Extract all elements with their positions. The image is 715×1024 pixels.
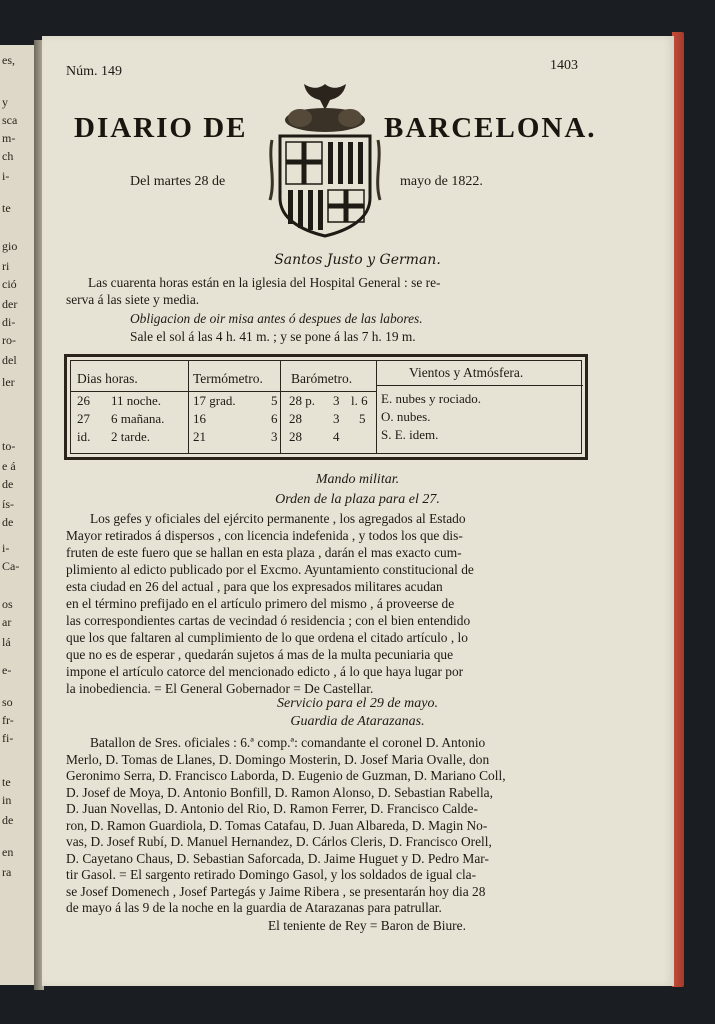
facing-page-fragment: m- <box>2 131 16 145</box>
guard-line: Geronimo Serra, D. Francisco Laborda, D. Eugenio de Guzman, D. Mariano Coll, <box>66 768 506 783</box>
guard-line: tir Gasol. = El sargento retirado Domingo Gasol, y los soldados de igual cla- <box>66 867 477 882</box>
weather-header-rule <box>71 391 377 392</box>
masthead-right: BARCELONA. <box>384 112 597 144</box>
facing-page-fragment: gio <box>2 239 18 253</box>
guard-line: vas, D. Josef Rubí, D. Manuel Hernandez, D. Cárlos Cleris, D. Francisco Orell, <box>66 834 492 849</box>
coat-of-arms-icon <box>266 80 384 240</box>
order-line: la inobediencia. = El General Gobernador = De Castellar. <box>66 681 374 696</box>
facing-page-fragment: de <box>2 813 14 827</box>
weather-hour: 6 mañana. <box>111 411 165 426</box>
facing-page-fragment: en <box>2 845 14 859</box>
service-heading: Servicio para el 29 de mayo. <box>277 696 438 711</box>
facing-page-fragment: e- <box>2 663 12 677</box>
weather-baro-points: l. 6 <box>351 393 368 408</box>
facing-page-fragment: i- <box>2 541 10 555</box>
facing-page-fragment: der <box>2 297 18 311</box>
weather-header: Dias horas. <box>77 371 138 386</box>
guard-line: D. Juan Novellas, D. Antonio del Rio, D. Ramon Ferrer, D. Francisco Calde- <box>66 801 478 816</box>
order-line: en el término prefijado en el artículo primero del mismo , á proveerse de <box>66 596 455 611</box>
facing-page-fragment: in <box>2 793 12 807</box>
weather-day: id. <box>77 429 91 444</box>
weather-thermo-minor: 6 <box>271 411 278 426</box>
facing-page-fragment: fi- <box>2 731 14 745</box>
masthead-left: DIARIO DE <box>74 112 248 144</box>
order-line: que no es de esperar , quedarán sujetos á mas de la multa pecuniaria que <box>66 647 454 662</box>
weather-thermo-minor: 5 <box>271 393 278 408</box>
order-line: plimiento al edicto publicado por el Excmo. Ayuntamiento constitucional de <box>66 562 474 577</box>
guard-line: Merlo, D. Tomas de Llanes, D. Domingo Mosterin, D. Josef Maria Ovalle, don <box>66 751 490 767</box>
weather-baro: 28 <box>289 429 302 444</box>
intro-line: serva á las siete y media. <box>66 292 200 307</box>
weather-hour: 11 noche. <box>111 393 162 408</box>
weather-thermo: 17 grad. <box>193 393 236 408</box>
date-right: mayo de 1822. <box>400 174 483 189</box>
guard-line: D. Cayetano Chaus, D. Sebastian Saforcada, D. Jaime Huguet y D. Pedro Mar- <box>66 850 489 866</box>
order-line: las correspondientes cartas de vecindad ó residencia ; con el bien entendido <box>66 613 471 628</box>
facing-page-fragment: e á <box>2 459 16 473</box>
guard-line: de mayo á las 9 de la noche en la guardia de Atarazanas para patrullar. <box>66 900 442 915</box>
weather-table <box>64 354 588 460</box>
facing-page <box>0 45 36 985</box>
facing-page-fragment: lá <box>2 635 11 649</box>
facing-page-fragment: ri <box>2 259 10 273</box>
weather-baro: 28 <box>289 411 302 426</box>
facing-page-fragment: y <box>2 95 8 109</box>
issue-number: Núm. 149 <box>66 64 122 79</box>
weather-header: Barómetro. <box>291 371 353 386</box>
weather-wind: S. E. idem. <box>381 427 439 442</box>
weather-baro-points: 5 <box>359 411 366 426</box>
facing-page-fragment: de <box>2 477 14 491</box>
facing-page-fragment: ar <box>2 615 12 629</box>
order-line: esta ciudad en 26 del actual , para que los expresados militares acudan <box>66 579 443 594</box>
intro-line: Sale el sol á las 4 h. 41 m. ; y se pone á las 7 h. 19 m. <box>130 329 416 344</box>
facing-page-fragment: Ca- <box>2 559 20 573</box>
intro-line: Obligacion de oir misa antes ó despues de las labores. <box>130 311 423 326</box>
intro-line: Las cuarenta horas están en la iglesia del Hospital General : se re- <box>88 275 441 290</box>
facing-page-fragment: sca <box>2 113 18 127</box>
order-line: impone el artículo catorce del mencionado edicto , á lo que haya lugar por <box>66 664 464 679</box>
facing-page-fragment: di- <box>2 315 16 329</box>
facing-page-fragment: so <box>2 695 13 709</box>
guard-heading: Guardia de Atarazanas. <box>290 714 425 729</box>
guard-line: ron, D. Ramon Guardiola, D. Tomas Catafau, D. Juan Albareda, D. Magin No- <box>66 817 488 833</box>
facing-page-fragment: de <box>2 515 14 529</box>
section-heading: Mando militar. <box>315 472 400 487</box>
weather-day: 26 <box>77 393 90 408</box>
order-line: Los gefes y oficiales del ejército permanente , los agregados al Estado <box>90 511 466 526</box>
facing-page-fragment: ra <box>2 865 12 879</box>
weather-baro-lines: 3 <box>333 411 340 426</box>
order-line: fruten de este fuero que se hallan en esta plaza , darán el mas exacto cum- <box>66 545 462 560</box>
weather-baro-lines: 4 <box>333 429 340 444</box>
facing-page-fragment: ís- <box>2 497 14 511</box>
facing-page-fragment: to- <box>2 439 16 453</box>
facing-page-fragment: te <box>2 775 11 789</box>
facing-page-fragment: i- <box>2 169 10 183</box>
weather-header-rule <box>377 385 583 386</box>
weather-wind: E. nubes y rociado. <box>381 391 482 406</box>
weather-day: 27 <box>77 411 90 426</box>
facing-page-fragment: ció <box>2 277 17 291</box>
order-line: Mayor retirados á dispersos , con licencia indefenida , y todos los que dis- <box>66 528 463 543</box>
page-number: 1403 <box>550 58 578 73</box>
weather-thermo: 16 <box>193 411 206 426</box>
weather-wind: O. nubes. <box>381 409 431 424</box>
weather-thermo-minor: 3 <box>271 429 278 444</box>
weather-baro: 28 p. <box>289 393 315 408</box>
weather-header: Termómetro. <box>193 371 263 386</box>
guard-line: Batallon de Sres. oficiales : 6.ª comp.ª: comandante el coronel D. Antonio <box>90 735 486 750</box>
facing-page-fragment: ro- <box>2 333 16 347</box>
facing-page-fragment: fr- <box>2 713 14 727</box>
saints-of-day: Santos Justo y German. <box>274 252 441 268</box>
guard-line: se Josef Domenech , Josef Partegás y Jaime Ribera , se presentarán hoy dia 28 <box>66 883 486 899</box>
weather-header: Vientos y Atmósfera. <box>409 365 524 380</box>
facing-page-fragment: ch <box>2 149 14 163</box>
facing-page-fragment: te <box>2 201 11 215</box>
facing-page-fragment: os <box>2 597 13 611</box>
weather-hour: 2 tarde. <box>111 429 150 444</box>
weather-thermo: 21 <box>193 429 206 444</box>
section-subheading: Orden de la plaza para el 27. <box>275 492 440 507</box>
guard-line: D. Josef de Moya, D. Antonio Bonfill, D. Ramon Alonso, D. Sebastian Rabella, <box>66 784 493 800</box>
facing-page-fragment: ler <box>2 375 15 389</box>
facing-page-fragment: es, <box>2 53 15 67</box>
facing-page-fragment: del <box>2 353 17 367</box>
date-left: Del martes 28 de <box>130 174 226 189</box>
weather-baro-lines: 3 <box>333 393 340 408</box>
signature: El teniente de Rey = Baron de Biure. <box>268 918 466 933</box>
order-line: que los que faltaren al cumplimiento de lo que ordena el citado artículo , lo <box>66 630 468 645</box>
